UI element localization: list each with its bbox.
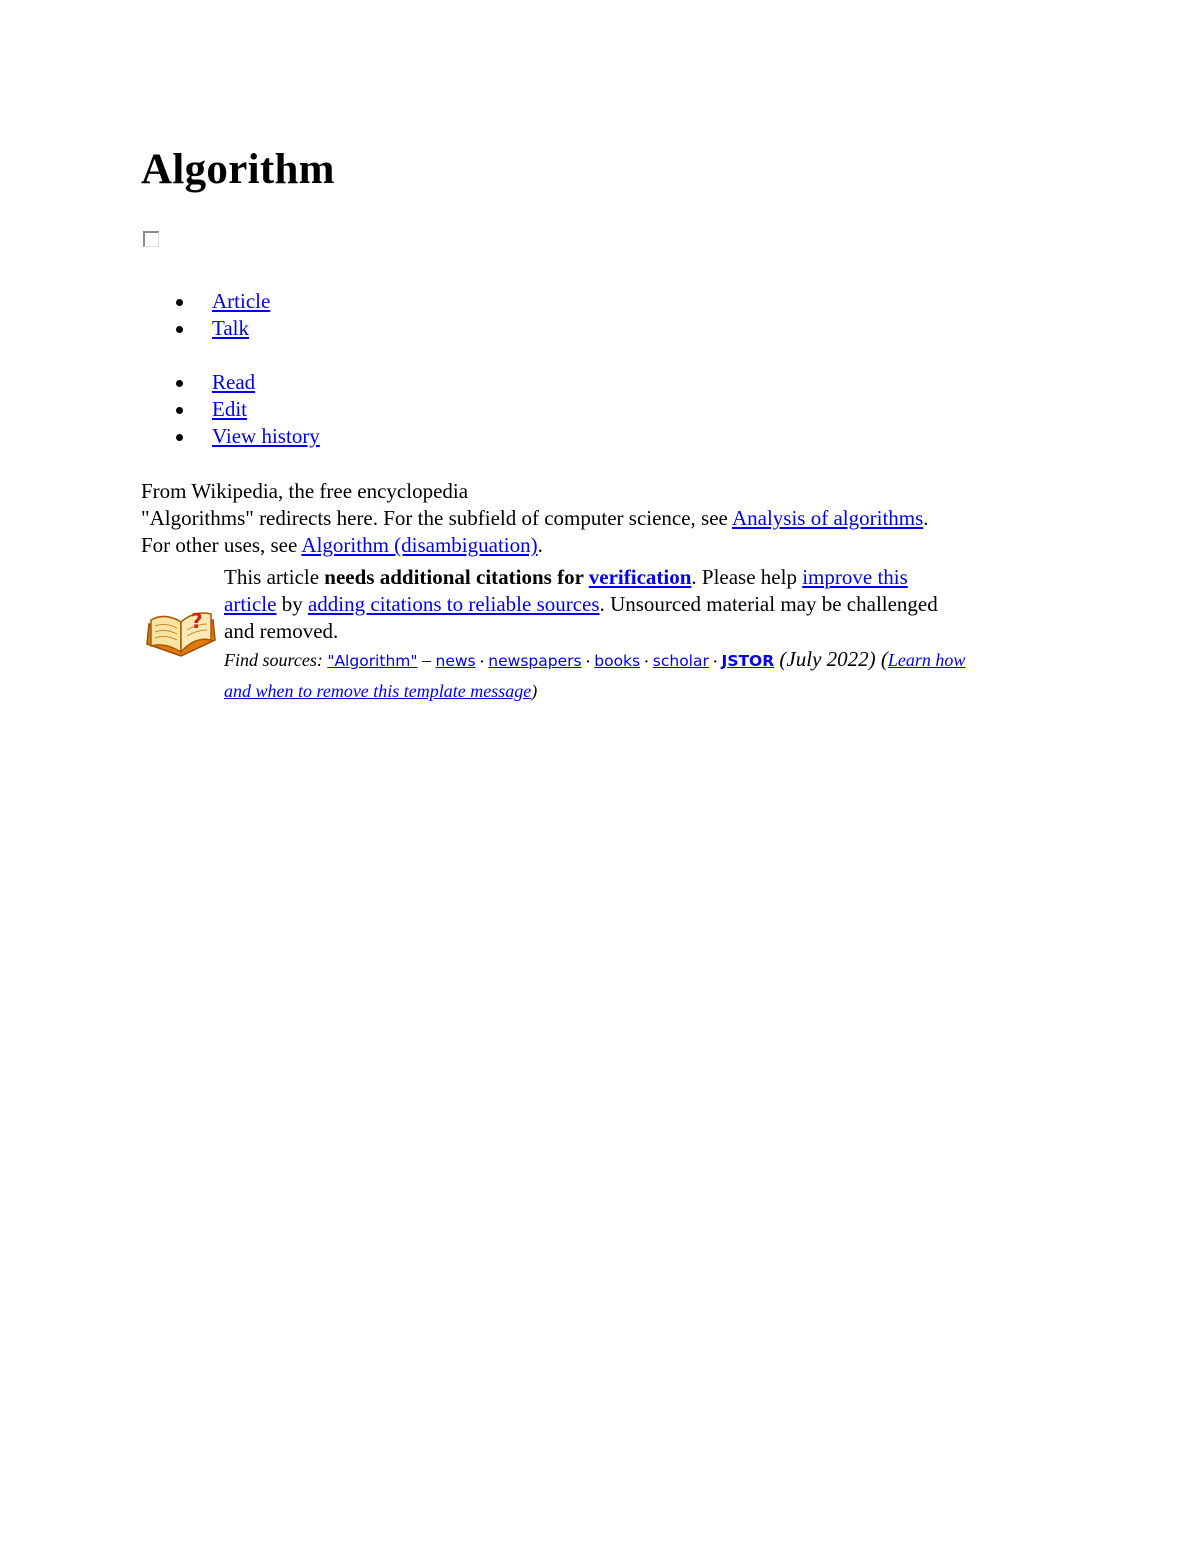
hatnote-text: "Algorithms" redirects here. For the subfield of computer science, see [141,506,732,530]
disambiguation-link[interactable]: Algorithm (disambiguation) [301,533,538,557]
hatnote-line-1 [141,505,1041,532]
learn-how-link[interactable]: Learn how [887,650,966,670]
menu-checkbox[interactable] [143,231,159,247]
tab-article [141,288,270,315]
notice-line-1 [224,564,1034,591]
book-question-icon [145,600,217,662]
tab-read-link[interactable]: Read [212,370,256,394]
source-query-link[interactable]: "Algorithm" [327,652,418,670]
separator-dot: · [479,655,485,670]
site-tagline: From Wikipedia, the free encyclopedia [141,479,469,503]
tab-edit-link[interactable]: Edit [212,397,247,421]
notice-text [224,564,1034,705]
hatnote [141,505,1041,559]
find-sources-line-2 [224,677,1034,705]
notice-text-part: This article [224,565,325,589]
notice-date: (July 2022) [774,647,881,671]
tab-view-history [141,423,320,450]
paren-open: ( [880,647,888,671]
hatnote-line-2 [141,532,1041,559]
find-sources-label: Find sources: [224,650,328,670]
tab-read [141,369,320,396]
notice-line-3 [224,618,1034,645]
tab-view-history-link[interactable]: View history [212,424,320,448]
notice-line-2 [224,591,1034,618]
notice-text-part: . Unsourced material may be challenged [599,592,938,616]
learn-how-link-2[interactable]: and when to remove this template message [224,681,532,701]
source-news-link[interactable]: news [435,652,476,670]
verification-link[interactable]: verification [588,565,692,589]
namespace-tabs [141,288,270,342]
hatnote-period: . [923,506,929,530]
adding-citations-link[interactable]: adding citations to reliable sources [307,592,600,616]
separator-dot: · [644,655,649,670]
find-sources-line [224,645,1034,677]
bullet-icon [176,326,183,333]
separator-dot: · [712,655,718,670]
dash-separator: – [417,650,436,670]
page-title: Algorithm [141,146,335,193]
bullet-icon [176,407,183,414]
notice-text-part: by [276,592,308,616]
source-jstor-link[interactable]: JSTOR [721,652,775,670]
notice-bold-text: needs additional citations for [324,565,589,589]
tab-talk [141,315,270,342]
improve-article-link[interactable]: improve this [802,565,908,589]
svg-text:?: ? [191,609,203,633]
hatnote-period-2: . [537,533,543,557]
bullet-icon [176,380,183,387]
notice-text-part: . Please help [691,565,803,589]
bullet-icon [176,299,183,306]
analysis-of-algorithms-link[interactable]: Analysis of algorithms [731,506,924,530]
view-tabs [141,369,320,450]
tab-article-link[interactable]: Article [212,289,271,313]
tab-talk-link[interactable]: Talk [212,316,250,340]
notice-text-part: and removed. [224,619,339,643]
improve-article-link-2[interactable]: article [224,592,277,616]
source-books-link[interactable]: books [594,652,641,670]
source-scholar-link[interactable]: scholar [652,652,709,670]
bullet-icon [176,434,183,441]
tab-edit [141,396,320,423]
separator-dot: · [585,655,591,670]
paren-close: ) [531,681,538,701]
hatnote-text-2: For other uses, see [141,533,302,557]
source-newspapers-link[interactable]: newspapers [488,652,582,670]
